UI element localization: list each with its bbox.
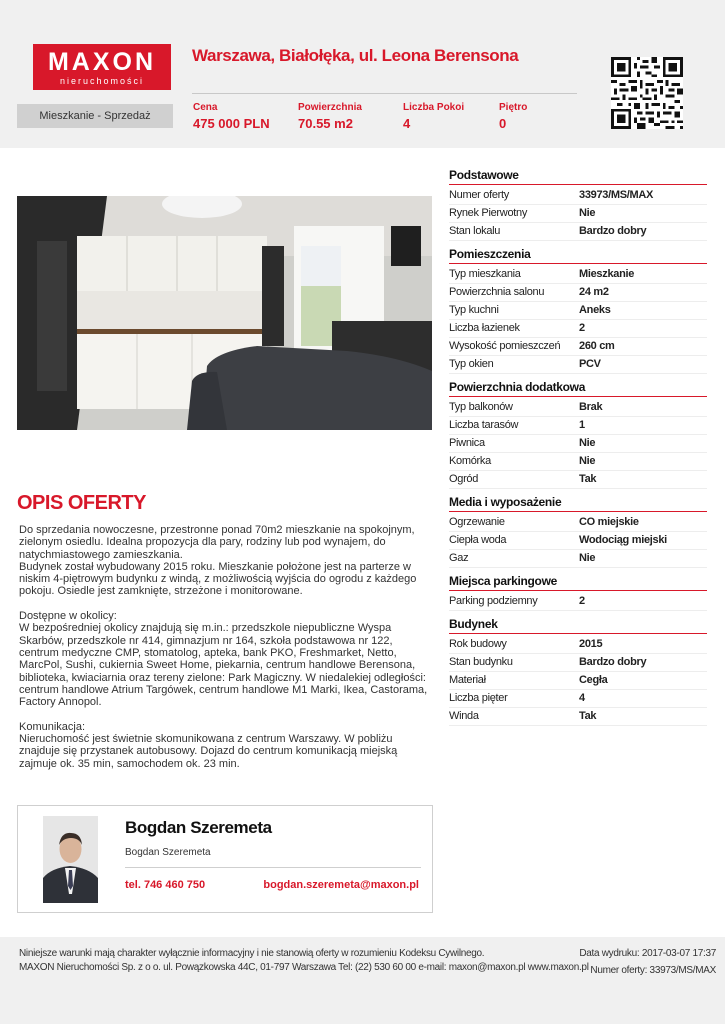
details-value: 4 (579, 692, 585, 704)
key-fact-value: 0 (499, 116, 507, 131)
details-row (449, 302, 707, 320)
details-value: 2 (579, 595, 585, 607)
details-row (449, 417, 707, 435)
details-row (449, 223, 707, 241)
details-key: Numer oferty (449, 189, 509, 201)
agent-subtitle: Bogdan Szeremeta (125, 847, 211, 858)
key-fact-price (193, 102, 270, 131)
details-row (449, 708, 707, 726)
details-key: Gaz (449, 552, 469, 564)
details-row (449, 471, 707, 489)
details-group-title: Media i wyposażenie (449, 495, 707, 512)
details-group-title: Pomieszczenia (449, 247, 707, 264)
details-group-title: Podstawowe (449, 168, 707, 185)
details-key: Komórka (449, 455, 491, 467)
details-group-title: Miejsca parkingowe (449, 574, 707, 591)
details-value: CO miejskie (579, 516, 639, 528)
details-key: Typ kuchni (449, 304, 499, 316)
details-row (449, 654, 707, 672)
key-fact-rooms (403, 102, 464, 131)
details-key: Winda (449, 710, 479, 722)
logo-brand: MAXON (47, 48, 157, 76)
details-key: Wysokość pomieszczeń (449, 340, 561, 352)
details-group (449, 617, 707, 726)
details-group (449, 380, 707, 489)
details-key: Liczba łazienek (449, 322, 520, 334)
qr-code-icon[interactable] (611, 57, 683, 129)
key-fact-floor (499, 102, 527, 131)
details-value: 24 m2 (579, 286, 609, 298)
details-row (449, 636, 707, 654)
description-paragraph: Komunikacja: Nieruchomość jest świetnie skomunikowana z centrum Warszawy. W pobliżu znajduje się przystanek autobusowy. Dojazd do centrum komunikacją miejską zajmuje ok. 35 min, samochodem ok. 23 min. (19, 720, 398, 770)
details-panel (449, 168, 707, 732)
offer-type-badge: Mieszkanie - Sprzedaż (17, 104, 173, 128)
details-key: Rynek Pierwotny (449, 207, 528, 219)
details-value: Wodociąg miejski (579, 534, 667, 546)
details-key: Liczba tarasów (449, 419, 519, 431)
details-value: Nie (579, 455, 596, 467)
footer-company-info: MAXON Nieruchomości Sp. z o o. ul. Powązkowska 44C, 01-797 Warszawa Tel: (22) 530 60 00 e-mail: maxon@maxon.pl www.maxon.pl (19, 962, 589, 973)
header-band (0, 0, 725, 148)
details-value: 33973/MS/MAX (579, 189, 654, 201)
details-row (449, 187, 707, 205)
key-fact-label: Piętro (499, 102, 528, 113)
details-value: Bardzo dobry (579, 225, 647, 237)
maxon-logo[interactable] (33, 44, 171, 90)
details-row (449, 399, 707, 417)
details-row (449, 435, 707, 453)
details-group-title: Powierzchnia dodatkowa (449, 380, 707, 397)
details-key: Typ balkonów (449, 401, 513, 413)
details-row (449, 284, 707, 302)
key-fact-label: Powierzchnia (298, 102, 362, 113)
details-group-title: Budynek (449, 617, 707, 634)
details-value: Nie (579, 437, 596, 449)
details-value: 2015 (579, 638, 603, 650)
details-key: Ogrzewanie (449, 516, 505, 528)
details-group (449, 574, 707, 611)
agent-name: Bogdan Szeremeta (125, 818, 272, 837)
details-row (449, 266, 707, 284)
details-row (449, 532, 707, 550)
details-row (449, 320, 707, 338)
divider (125, 867, 421, 868)
key-fact-label: Liczba Pokoi (403, 102, 465, 113)
details-row (449, 338, 707, 356)
details-key: Rok budowy (449, 638, 507, 650)
details-value: Mieszkanie (579, 268, 635, 280)
details-value: 1 (579, 419, 585, 431)
details-row (449, 453, 707, 471)
property-address: Warszawa, Białołęka, ul. Leona Berensona (192, 46, 519, 65)
key-fact-value: 475 000 PLN (193, 116, 270, 131)
details-row (449, 514, 707, 532)
details-value: Nie (579, 207, 596, 219)
details-group (449, 495, 707, 568)
details-key: Ciepła woda (449, 534, 507, 546)
footer-disclaimer: Niniejsze warunki mają charakter wyłącznie informacyjny i nie stanowią oferty w rozumieniu Kodeksu Cywilnego. (19, 948, 485, 959)
logo-subtitle: nieruchomości (59, 76, 145, 86)
details-row (449, 550, 707, 568)
key-fact-area (298, 102, 362, 131)
details-row (449, 205, 707, 223)
property-photo[interactable] (17, 196, 432, 430)
details-value: PCV (579, 358, 601, 370)
details-value: 260 cm (579, 340, 615, 352)
details-value: Nie (579, 552, 596, 564)
key-fact-label: Cena (193, 102, 218, 113)
details-value: Cegła (579, 674, 608, 686)
details-value: Brak (579, 401, 603, 413)
key-fact-value: 70.55 m2 (298, 116, 353, 131)
details-group (449, 168, 707, 241)
details-key: Typ mieszkania (449, 268, 521, 280)
details-value: Bardzo dobry (579, 656, 647, 668)
description-paragraph: Dostępne w okolicy: W bezpośredniej okolicy znajdują się m.in.: przedszkole niepubliczne Wyspa Skarbów, przedszkole nr 414, gimnazjum nr 164, szkoła podstawowa nr 122, centrum medyczne CMP, stomatolog, apteka, bank PKO, Freshmarket, Netto, MarcPol, Sushi, cukiernia Sweet Home, piekarnia, centrum handlowe Berensona, biblioteka, kwiaciarnia oraz tereny zielone: Park Magiczny. W niedalekiej odległości: centrum handlowe Atrium Targówek, centrum handlowe M1 Marki, Ikea, Castorama, Factory Annopol. (19, 610, 428, 709)
details-key: Stan budynku (449, 656, 513, 668)
details-row (449, 593, 707, 611)
agent-phone-link[interactable]: tel. 746 460 750 (125, 879, 206, 891)
key-fact-value: 4 (403, 116, 411, 131)
details-key: Liczba pięter (449, 692, 508, 704)
description-paragraph: Do sprzedania nowoczesne, przestronne ponad 70m2 mieszkanie na spokojnym, zielonym osiedlu. Idealna propozycja dla pary, rodziny lub pod wynajem, do natychmiastowego zamieszkania. Budynek został wybudowany 2015 roku. Mieszkanie położone jest na parterze w niskim 4-piętrowym budynku z windą, z możliwością wyjścia do ogrodu z każdego pokoju. Osiedle jest zamknięte, strzeżone i monitorowane. (19, 524, 417, 598)
description-body (19, 524, 431, 782)
details-key: Piwnica (449, 437, 485, 449)
details-key: Ogród (449, 473, 479, 485)
footer-offer-number: Numer oferty: 33973/MS/MAX (590, 965, 716, 976)
details-key: Stan lokalu (449, 225, 501, 237)
details-value: 2 (579, 322, 585, 334)
details-value: Tak (579, 710, 597, 722)
agent-email-link[interactable]: bogdan.szeremeta@maxon.pl (263, 879, 419, 891)
details-key: Typ okien (449, 358, 494, 370)
description-title: OPIS OFERTY (17, 492, 146, 514)
divider (192, 93, 577, 94)
details-key: Materiał (449, 674, 486, 686)
details-key: Powierzchnia salonu (449, 286, 545, 298)
details-group (449, 247, 707, 374)
agent-avatar (43, 816, 98, 903)
details-row (449, 672, 707, 690)
details-row (449, 356, 707, 374)
footer (0, 937, 725, 1024)
details-key: Parking podziemny (449, 595, 538, 607)
agent-card (17, 805, 433, 913)
details-row (449, 690, 707, 708)
footer-print-date: Data wydruku: 2017-03-07 17:37 (579, 948, 716, 959)
details-value: Aneks (579, 304, 611, 316)
details-value: Tak (579, 473, 597, 485)
